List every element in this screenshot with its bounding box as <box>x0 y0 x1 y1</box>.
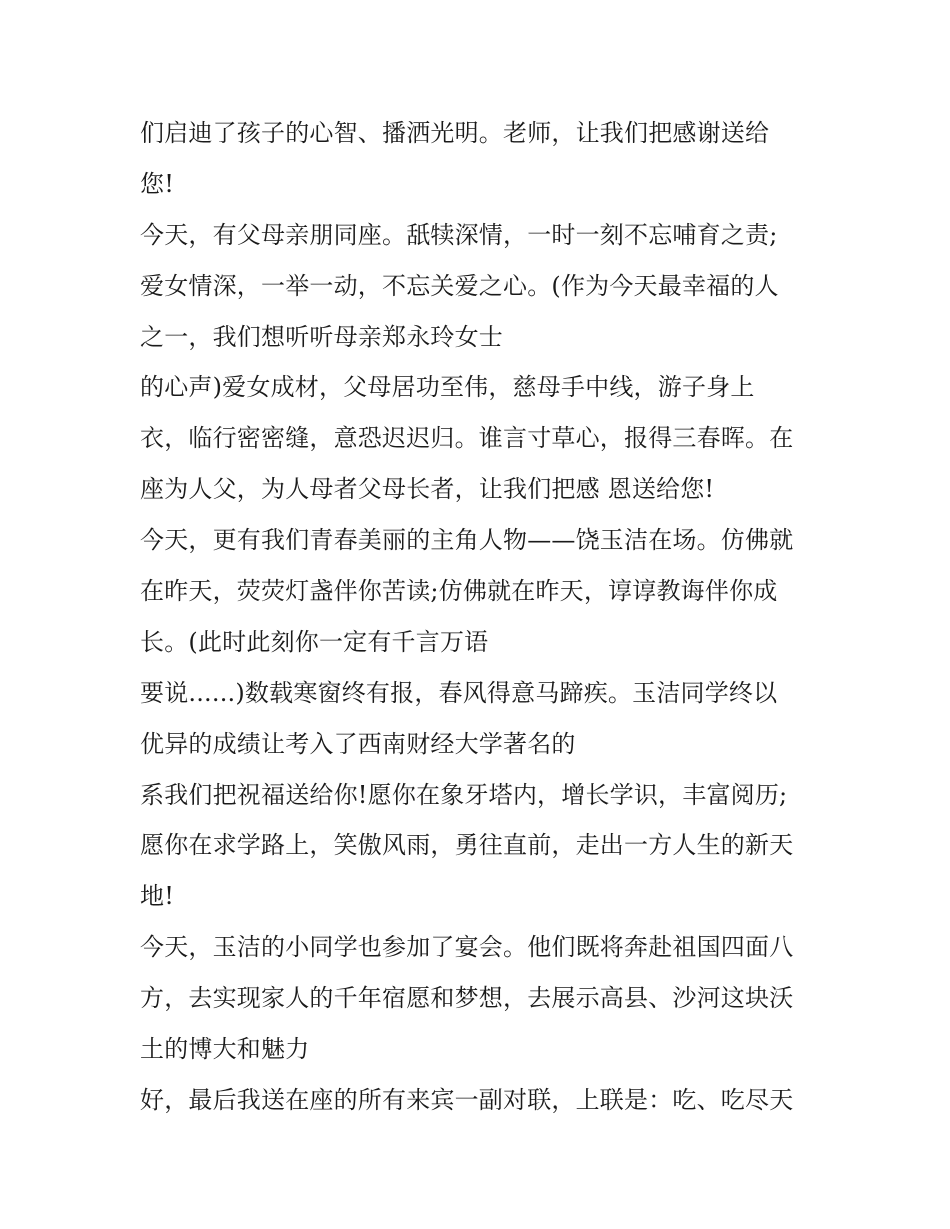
text-line: 要说......)数载寒窗终有报，春风得意马蹄疾。玉洁同学终以 <box>140 678 778 707</box>
text-line: 在昨天，荧荧灯盏伴你苦读;仿佛就在昨天，谆谆教诲伴你成 <box>140 577 778 606</box>
text-line: 座为人父，为人母者父母长者，让我们把感 恩送给您! <box>140 475 715 504</box>
text-line: 爱女情深，一举一动，不忘关爱之心。(作为今天最幸福的人 <box>140 271 779 300</box>
text-line: 地! <box>140 882 175 911</box>
text-line: 系我们把祝福送给你!愿你在象牙塔内，增长学识，丰富阅历; <box>140 780 788 809</box>
text-line: 优异的成绩让考入了西南财经大学著名的 <box>140 729 576 758</box>
text-line: 的心声)爱女成材，父母居功至伟，慈母手中线，游子身上 <box>140 373 755 402</box>
text-line: 今天，有父母亲朋同座。舐犊深情，一时一刻不忘哺育之责; <box>140 220 778 249</box>
text-line: 愿你在求学路上，笑傲风雨，勇往直前，走出一方人生的新天 <box>140 831 794 860</box>
text-line: 今天，更有我们青春美丽的主角人物——饶玉洁在场。仿佛就 <box>140 526 794 555</box>
text-line: 好，最后我送在座的所有来宾一副对联，上联是：吃、吃尽天 <box>140 1085 794 1114</box>
text-line: 之一，我们想听听母亲郑永玲女士 <box>140 322 503 351</box>
text-line: 您! <box>140 169 175 198</box>
text-line: 们启迪了孩子的心智、播洒光明。老师，让我们把感谢送给 <box>140 119 770 147</box>
text-line: 土的博大和魅力 <box>140 1035 310 1064</box>
text-line: 方，去实现家人的千年宿愿和梦想，去展示高县、沙河这块沃 <box>140 984 794 1013</box>
document-body <box>140 108 820 1126</box>
text-line: 长。(此时此刻你一定有千言万语 <box>140 627 489 656</box>
text-line: 衣，临行密密缝，意恐迟迟归。谁言寸草心，报得三春晖。在 <box>140 424 794 453</box>
text-line: 今天，玉洁的小同学也参加了宴会。他们既将奔赴祖国四面八 <box>140 933 794 962</box>
